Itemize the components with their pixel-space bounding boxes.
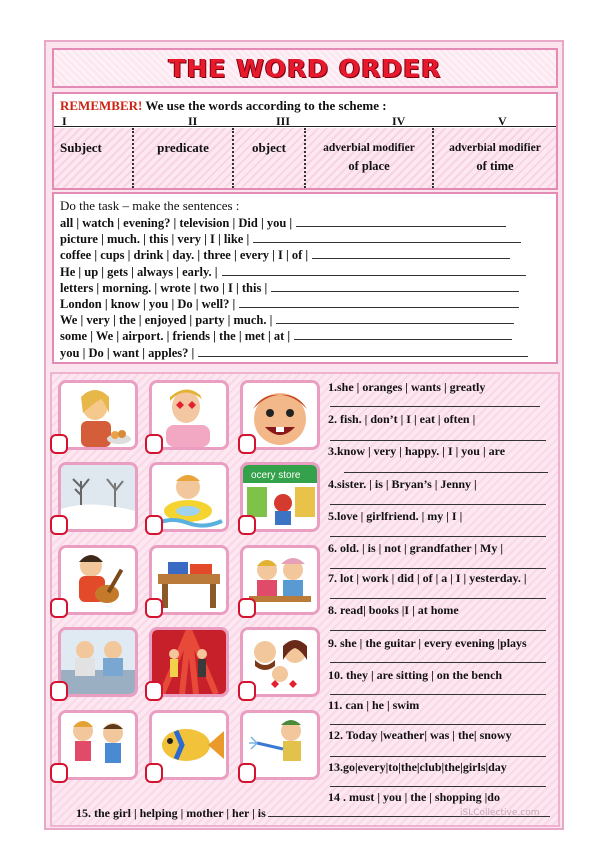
- answer-box[interactable]: [50, 434, 68, 454]
- task-line: We | very | the | enjoyed | party | much. |: [60, 311, 550, 327]
- answer-line[interactable]: [271, 279, 519, 292]
- answer-line[interactable]: [330, 724, 546, 725]
- answer-line[interactable]: [330, 536, 546, 537]
- answer-line[interactable]: [294, 327, 512, 340]
- column-subject: Subject: [54, 128, 134, 188]
- task-line: letters | morning. | wrote | two | I | this |: [60, 279, 550, 295]
- sentence-10: 10. they | are sitting | on the bench: [328, 668, 503, 682]
- scheme-columns: [54, 128, 556, 188]
- answer-line[interactable]: [253, 230, 521, 243]
- roman-4: IV: [392, 114, 406, 128]
- grocery-sign: ocery store: [251, 470, 301, 481]
- sentence-11: 11. can | he | swim: [328, 698, 420, 712]
- answer-box[interactable]: [145, 598, 163, 618]
- answer-line[interactable]: [330, 504, 546, 505]
- answer-line[interactable]: [330, 756, 546, 757]
- answer-box[interactable]: [238, 681, 256, 701]
- answer-box[interactable]: [145, 763, 163, 783]
- task-header: Do the task – make the sentences :: [60, 198, 240, 213]
- answer-line[interactable]: [330, 406, 540, 407]
- roman-5: V: [498, 114, 507, 128]
- answer-box[interactable]: [145, 434, 163, 454]
- sentence-6: 6. old. | is | not | grandfather | My |: [328, 541, 503, 555]
- answer-line[interactable]: [276, 311, 514, 324]
- task-line: some | We | airport. | friends | the | met | at |: [60, 327, 550, 343]
- column-time: adverbial modifier of time: [449, 142, 541, 173]
- answer-line[interactable]: [330, 440, 546, 441]
- column-predicate: predicate: [134, 128, 234, 188]
- roman-2: II: [188, 114, 198, 128]
- sentence-3: 3.know | very | happy. | I | you | are: [328, 444, 506, 458]
- woman-eating-icon: [58, 380, 138, 450]
- task-line: He | up | gets | always | early. |: [60, 263, 550, 279]
- boy-guitar-icon: [58, 545, 138, 615]
- answer-line[interactable]: [312, 246, 510, 259]
- children-playing-icon: [58, 710, 138, 780]
- answer-box[interactable]: [238, 434, 256, 454]
- answer-box[interactable]: [145, 681, 163, 701]
- roman-1: I: [62, 114, 67, 128]
- sentence-7: 7. lot | work | did | of | a | I | yesterday. |: [328, 571, 527, 585]
- roman-numerals: [54, 114, 556, 127]
- watermark: iSLCollective.com: [460, 808, 540, 818]
- answer-line[interactable]: [239, 295, 519, 308]
- answer-line[interactable]: [330, 694, 546, 695]
- remember-label: REMEMBER!: [60, 98, 143, 113]
- answer-box[interactable]: [145, 515, 163, 535]
- task-line: you | Do | want | apples? |: [60, 344, 550, 360]
- column-object: object: [234, 128, 306, 188]
- sentence-12: 12. Today |weather| was | the| snowy: [328, 728, 512, 742]
- answer-line[interactable]: [330, 598, 546, 599]
- sentence-14: 14 . must | you | the | shopping |do: [328, 790, 500, 804]
- answer-line[interactable]: [330, 630, 546, 631]
- task-box: [52, 192, 558, 364]
- sentence-8: 8. read| books |I | at home: [328, 603, 459, 617]
- sentence-4: 4.sister. | is | Bryan’s | Jenny |: [328, 477, 477, 491]
- task-line: all | watch | evening? | television | Did | you |: [60, 214, 550, 230]
- word-order-scheme: [52, 92, 558, 190]
- kitchen-cooking-icon: [58, 627, 138, 697]
- task-line: coffee | cups | drink | day. | three | every | I | of |: [60, 246, 550, 262]
- winter-landscape-icon: [58, 462, 138, 532]
- remember-text: We use the words according to the scheme :: [145, 98, 387, 113]
- title-box: [52, 48, 558, 88]
- sentence-2: 2. fish. | don’t | I | eat | often |: [328, 412, 476, 426]
- answer-box[interactable]: [50, 515, 68, 535]
- sentence-1: 1.she | oranges | wants | greatly: [328, 380, 486, 394]
- task-line: picture | much. | this | very | I | like |: [60, 230, 550, 246]
- remember-note: [60, 98, 387, 114]
- answer-box[interactable]: [50, 598, 68, 618]
- answer-line[interactable]: [330, 662, 546, 663]
- task-line: London | know | you | Do | well? |: [60, 295, 550, 311]
- answer-box[interactable]: [238, 598, 256, 618]
- answer-box[interactable]: [238, 515, 256, 535]
- answer-line[interactable]: [344, 472, 548, 473]
- answer-box[interactable]: [238, 763, 256, 783]
- column-place: adverbial modifier of place: [306, 128, 434, 188]
- sentence-9: 9. she | the guitar | every evening |plays: [328, 636, 527, 650]
- answer-box[interactable]: [50, 763, 68, 783]
- answer-line[interactable]: [198, 344, 528, 357]
- page-title: THE WORD ORDER: [168, 54, 442, 83]
- sentence-5: 5.love | girlfriend. | my | I |: [328, 509, 463, 523]
- sentence-13: 13.go|every|to|the|club|the|girls|day: [328, 760, 507, 774]
- answer-line[interactable]: [330, 786, 546, 787]
- answer-line[interactable]: [222, 263, 526, 276]
- answer-box[interactable]: [50, 681, 68, 701]
- roman-3: III: [276, 114, 291, 128]
- answer-line[interactable]: [330, 568, 546, 569]
- sentence-15: 15. the girl | helping | mother | her | is: [76, 806, 550, 821]
- answer-line[interactable]: [296, 214, 506, 227]
